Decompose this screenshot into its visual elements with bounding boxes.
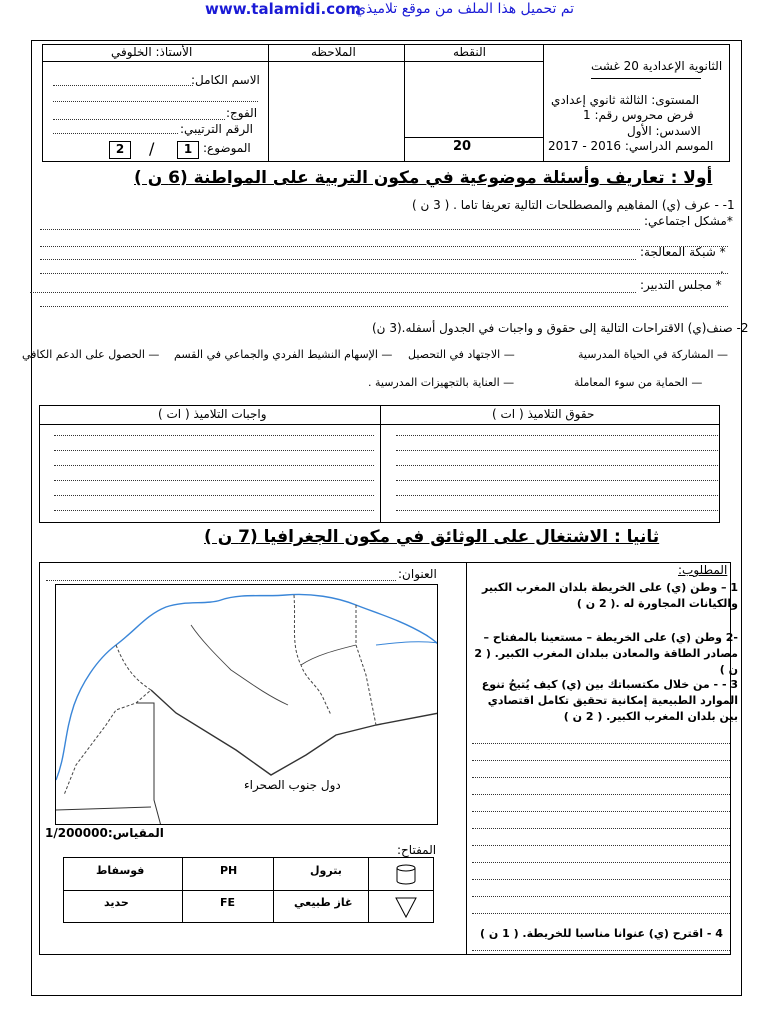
answer-line[interactable]	[472, 743, 730, 744]
rights-header: حقوق التلاميذ ( ات )	[492, 407, 595, 421]
requirement-1: 1 – وطن (ي) على الخريطة بلدان المغرب الكبير والكيانات المجاورة له .( 2 ن )	[482, 581, 738, 610]
subject-number-box: 1	[177, 141, 199, 159]
answer-line[interactable]	[472, 760, 730, 761]
answer-line[interactable]	[472, 845, 730, 846]
map-scale: المقياس:1/200000	[45, 826, 164, 840]
rights-line[interactable]	[396, 435, 718, 436]
section2-title: ثانيا : الاشتغال على الوثائق في مكون الجغرافيا (7 ن )	[204, 527, 660, 547]
duties-line[interactable]	[54, 465, 374, 466]
rights-line[interactable]	[396, 450, 718, 451]
requirement-2: -2 وطن (ي) على الخريطة – مستعينا بالمفتاح – مصادر الطاقة والمعادن ببلدان المغرب الكبير. ( 2 ن )	[474, 631, 738, 676]
term-social-problem: *مشكل اجتماعي:	[644, 214, 733, 228]
answer-line-4[interactable]	[40, 273, 728, 274]
key-petrol: بترول	[310, 864, 342, 877]
answer-line-3[interactable]	[40, 259, 636, 260]
key-gas: غاز طبيعي	[294, 896, 353, 909]
duties-line[interactable]	[54, 450, 374, 451]
level-text: المستوى: الثالثة ثانوي إعدادي	[551, 93, 700, 107]
requirement-3: 3 - - من خلال مكتسباتك بين (ي) كيف يُتيحُ تنوع الموارد الطبيعية إمكانية تحقيق تكامل اقتصادي بين بلدان المغرب الكبير. ( 2 ن )	[481, 678, 738, 723]
site-link[interactable]: www.talamidi.com	[205, 0, 362, 18]
question-1: 1- - عرف (ي) المفاهيم والمصطلحات التالية تعريفا تاما . ( 3 ن )	[412, 198, 735, 212]
answer-line[interactable]	[472, 950, 730, 951]
key-ph-symbol: PH	[220, 864, 238, 877]
group-label: الفوج:	[226, 106, 258, 120]
download-banner	[0, 0, 768, 22]
requirement-4: 4 - اقترح (ي) عنوانا مناسبا للخريطة. ( 1 ن )	[480, 927, 723, 940]
subject-total-box: 2	[109, 141, 131, 159]
map-caption: دول جنوب الصحراء	[244, 778, 341, 792]
key-phosphate: فوسفاط	[96, 864, 145, 877]
remark-label: الملاحظه	[311, 45, 356, 59]
key-iron: حديد	[104, 896, 129, 909]
school-year: الموسم الدراسي: 2016 - 2017	[548, 139, 714, 153]
answer-line[interactable]	[472, 777, 730, 778]
rights-line[interactable]	[396, 510, 718, 511]
answer-line[interactable]	[472, 811, 730, 812]
duties-line[interactable]	[54, 480, 374, 481]
map-key-table	[63, 857, 434, 923]
proposal-6: — العناية بالتجهيزات المدرسية .	[368, 376, 515, 389]
answer-line[interactable]	[472, 828, 730, 829]
proposal-5: — الحماية من سوء المعاملة	[574, 376, 703, 389]
full-name-field-2[interactable]	[53, 101, 258, 102]
rights-duties-table	[39, 405, 720, 523]
answer-line[interactable]	[472, 913, 730, 914]
rights-line[interactable]	[396, 465, 718, 466]
proposal-2: — الاجتهاد في التحصيل	[408, 348, 515, 361]
teacher-name: الأستاذ: الخلوفي	[111, 45, 193, 59]
proposal-1: — المشاركة في الحياة المدرسية	[578, 348, 729, 361]
exam-number: فرض محروس رقم: 1	[583, 108, 694, 122]
term-treatment-network: * شبكة المعالجة:	[640, 245, 726, 259]
duties-header: واجبات التلاميذ ( ات )	[158, 407, 267, 421]
duties-line[interactable]	[54, 435, 374, 436]
school-name: الثانوية الإعدادية 20 غشت	[591, 59, 723, 73]
score-value: 20	[453, 139, 472, 154]
answer-line-5[interactable]	[30, 292, 636, 293]
score-label: النقطه	[453, 45, 486, 59]
proposal-4: — الحصول على الدعم الكافي	[22, 348, 160, 361]
answer-line[interactable]	[472, 896, 730, 897]
rights-line[interactable]	[396, 480, 718, 481]
semester-text: الاسدس: الأول	[627, 124, 701, 138]
answer-line[interactable]	[472, 794, 730, 795]
rank-field[interactable]	[53, 133, 178, 134]
full-name-label: الاسم الكامل:	[191, 73, 260, 87]
duties-line[interactable]	[54, 495, 374, 496]
proposal-3: — الإسهام النشيط الفردي والجماعي في القسم	[174, 348, 393, 361]
rank-label: الرقم الترتيبي:	[180, 122, 254, 136]
answer-line[interactable]	[472, 862, 730, 863]
group-field[interactable]	[53, 119, 225, 120]
full-name-field[interactable]	[53, 85, 193, 86]
answer-line[interactable]	[472, 879, 730, 880]
triangle-icon	[394, 895, 418, 919]
key-label: المفتاح:	[397, 843, 437, 857]
required-label: المطلوب:	[678, 563, 728, 577]
question-2: 2- صنف(ي) الاقتراحات التالية إلى حقوق و واجبات في الجدول أسفله.(3 ن)	[372, 321, 749, 335]
map-title-label: العنوان:	[398, 567, 437, 581]
term3-dot: .	[720, 262, 724, 276]
answer-line-1[interactable]	[40, 229, 640, 230]
map-title-field[interactable]	[46, 580, 396, 581]
term-management-council: * مجلس التدبير:	[640, 278, 722, 292]
rights-line[interactable]	[396, 495, 718, 496]
answer-line-6[interactable]	[40, 306, 728, 307]
exam-header-table	[42, 44, 730, 162]
banner-text: تم تحميل هذا الملف من موقع تلاميذي	[355, 1, 575, 17]
key-fe-symbol: FE	[220, 896, 236, 909]
section1-title: أولا : تعاريف وأسئلة موضوعية في مكون التربية على المواطنة (6 ن )	[134, 168, 713, 188]
subject-slash: /	[149, 139, 155, 158]
cylinder-icon	[394, 864, 418, 886]
subject-label: الموضوع:	[203, 141, 251, 155]
duties-line[interactable]	[54, 510, 374, 511]
answer-line-2[interactable]	[40, 246, 728, 247]
